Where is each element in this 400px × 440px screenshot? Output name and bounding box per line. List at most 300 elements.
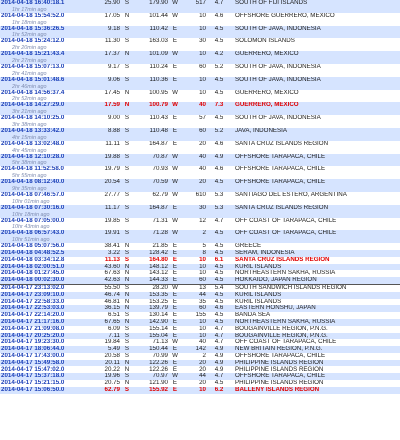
depth-value: 44 [181,373,207,380]
lat-hemisphere: N [121,90,133,97]
magnitude-value: 4.5 [207,90,231,97]
latitude-value: 67.65 [95,319,121,326]
region-name: PHILIPPINE ISLANDS REGION [231,366,400,373]
latitude-value: 9.06 [95,77,121,84]
lat-hemisphere: S [121,312,133,319]
latitude-value: 20.11 [95,360,121,367]
lon-hemisphere: W [169,192,181,199]
longitude-value: 121.90 [133,380,169,387]
longitude-value: 110.43 [133,115,169,122]
lon-hemisphere: E [169,305,181,312]
lon-hemisphere: E [169,115,181,122]
lat-hemisphere: S [121,250,133,257]
magnitude-value: 4.5 [207,319,231,326]
time-ago-text: 3hr 21min ago [0,109,400,115]
lat-hemisphere: S [121,192,133,199]
lon-hemisphere: W [169,13,181,20]
depth-value: 8 [181,250,207,257]
latitude-value: 9.18 [95,26,121,33]
lat-hemisphere: S [121,333,133,340]
earthquake-row[interactable] [0,305,400,312]
time-ago-text: 9hr 35min ago [0,186,400,192]
depth-value: 10 [181,326,207,333]
lon-hemisphere: W [169,154,181,161]
magnitude-value: 5.2 [207,64,231,71]
lon-hemisphere: E [169,319,181,326]
latitude-value: 25.90 [95,0,121,7]
time-ago-text: 1hr 52min ago [0,32,400,38]
longitude-value: 179.90 [133,0,169,7]
lon-hemisphere: W [169,285,181,292]
magnitude-value: 4.7 [207,333,231,340]
latitude-value: 46.81 [95,299,121,306]
earthquake-row[interactable] [0,387,400,394]
event-datetime-link[interactable]: 2014-04-18 13:02:48.0 [0,141,95,148]
event-datetime-link[interactable]: 2014-04-18 07:30:16.0 [0,205,95,212]
longitude-value: 71.13 [133,339,169,346]
magnitude-value: 4.9 [207,346,231,353]
depth-value: 610 [181,192,207,199]
lat-hemisphere: S [121,77,133,84]
depth-value: 10 [181,270,207,277]
event-datetime-link[interactable]: 2014-04-18 08:12:40.0 [0,179,95,186]
latitude-value: 67.63 [95,270,121,277]
magnitude-value: 4.5 [207,312,231,319]
event-datetime-link[interactable]: 2014-04-18 07:46:57.0 [0,192,95,199]
event-datetime-link[interactable]: 2014-04-18 14:10:25.0 [0,115,95,122]
depth-value: 517 [181,0,207,7]
time-ago-text: 5hr 38min ago [0,160,400,166]
magnitude-value: 6.1 [207,257,231,264]
earthquake-row[interactable] [0,166,400,173]
depth-value: 20 [181,179,207,186]
earthquake-row[interactable] [0,230,400,237]
longitude-value: 110.48 [133,128,169,135]
lon-hemisphere: E [169,387,181,394]
longitude-value: 155.14 [133,326,169,333]
lon-hemisphere: E [169,360,181,367]
event-datetime-link[interactable]: 2014-04-18 03:34:12.8 [0,257,95,264]
magnitude-value: 4.6 [207,166,231,173]
longitude-value: 70.99 [133,353,169,360]
region-name: GUERRERO, MEXICO [231,51,400,58]
depth-value: 10 [181,90,207,97]
longitude-value: 130.14 [133,312,169,319]
magnitude-value: 5.4 [207,285,231,292]
depth-value: 60 [181,128,207,135]
event-datetime-link[interactable]: 2014-04-17 21:17:16.0 [0,319,95,326]
magnitude-value: 4.5 [207,77,231,84]
longitude-value: 128.42 [133,250,169,257]
earthquake-row[interactable] [0,13,400,20]
earthquake-row[interactable] [0,115,400,122]
latitude-value: 6.51 [95,312,121,319]
magnitude-value: 4.5 [207,299,231,306]
earthquake-row[interactable] [0,90,400,97]
latitude-value: 55.50 [95,285,121,292]
latitude-value: 9.17 [95,64,121,71]
lat-hemisphere: S [121,141,133,148]
event-datetime-link[interactable]: 2014-04-17 21:09:08.0 [0,326,95,333]
region-name: OFFSHORE TARAPACA, CHILE [231,353,400,360]
region-name: OFFSHORE TARAPACA, CHILE [231,179,400,186]
event-datetime-link[interactable]: 2014-04-18 06:57:43.0 [0,230,95,237]
depth-value: 20 [181,366,207,373]
latitude-value: 6.09 [95,326,121,333]
lon-hemisphere: W [169,51,181,58]
region-name: BANDA SEA [231,312,400,319]
lon-hemisphere: E [169,64,181,71]
time-ago-text: 1hr 18min ago [0,20,400,26]
longitude-value: 71.31 [133,218,169,225]
lat-hemisphere: S [121,257,133,264]
lon-hemisphere: E [169,38,181,45]
lon-hemisphere: W [169,230,181,237]
event-datetime-link[interactable]: 2014-04-18 15:54:52.0 [0,13,95,20]
time-ago-text: 3hr 38min ago [0,122,400,128]
region-name: KURIL ISLANDS [231,292,400,299]
longitude-value: 110.42 [133,26,169,33]
earthquake-row[interactable] [0,64,400,71]
region-name: JAVA, INDONESIA [231,128,400,135]
lat-hemisphere: N [121,277,133,284]
time-ago-text: 2hr 46min ago [0,84,400,90]
latitude-value: 62.79 [95,387,121,394]
magnitude-value: 4.5 [207,264,231,271]
region-name: GUERRERO, MEXICO [231,90,400,97]
magnitude-value: 4.9 [207,366,231,373]
event-datetime-link[interactable]: 2014-04-18 05:07:56.0 [0,243,95,250]
region-name: KURIL ISLANDS [231,264,400,271]
lat-hemisphere: N [121,292,133,299]
lat-hemisphere: S [121,373,133,380]
earthquake-row[interactable] [0,319,400,326]
event-datetime-link[interactable]: 2014-04-17 22:14:20.0 [0,312,95,319]
region-name: OFF COAST OF TARAPACA, CHILE [231,339,400,346]
magnitude-value: 4.5 [207,380,231,387]
event-datetime-link[interactable]: 2014-04-17 23:13:02.0 [0,285,95,292]
depth-value: 2 [181,230,207,237]
lat-hemisphere: N [121,299,133,306]
event-datetime-link[interactable]: 2014-04-18 04:48:52.5 [0,250,95,257]
longitude-value: 62.79 [133,192,169,199]
earthquake-row[interactable] [0,277,400,284]
depth-value: 60 [181,64,207,71]
region-name: NORTHEASTERN SAKHA, RUSSIA [231,270,400,277]
earthquake-row[interactable] [0,339,400,346]
earthquake-row[interactable] [0,128,400,135]
event-datetime-link[interactable]: 2014-04-17 15:06:50.0 [0,387,95,394]
longitude-value: 70.93 [133,166,169,173]
magnitude-value: 4.9 [207,154,231,161]
earthquake-row[interactable] [0,0,400,7]
earthquake-row[interactable] [0,333,400,340]
magnitude-value: 4.7 [207,373,231,380]
lat-hemisphere: N [121,305,133,312]
depth-value: 2 [181,353,207,360]
lat-hemisphere: N [121,360,133,367]
latitude-value: 20.22 [95,366,121,373]
depth-value: 44 [181,292,207,299]
region-name: SOUTH OF JAVA, INDONESIA [231,115,400,122]
latitude-value: 38.41 [95,243,121,250]
longitude-value: 21.85 [133,243,169,250]
event-datetime-link[interactable]: 2014-04-18 12:10:28.0 [0,154,95,161]
depth-value: 60 [181,305,207,312]
depth-value: 13 [181,285,207,292]
lon-hemisphere: W [169,0,181,7]
magnitude-value: 4.7 [207,218,231,225]
event-datetime-link[interactable]: 2014-04-17 15:47:02.0 [0,366,95,373]
longitude-value: 100.95 [133,90,169,97]
longitude-value: 70.97 [133,373,169,380]
depth-value: 10 [181,333,207,340]
magnitude-value: 4.5 [207,250,231,257]
lat-hemisphere: S [121,0,133,7]
earthquake-row[interactable] [0,380,400,387]
depth-value: 40 [181,102,207,109]
earthquake-row[interactable] [0,366,400,373]
magnitude-value: 4.9 [207,353,231,360]
depth-value: 10 [181,264,207,271]
lat-hemisphere: S [121,387,133,394]
event-datetime-link[interactable]: 2014-04-17 19:23:30.0 [0,339,95,346]
longitude-value: 155.04 [133,333,169,340]
region-name: SOUTH OF FIJI ISLANDS [231,0,400,7]
latitude-value: 3.22 [95,250,121,257]
magnitude-value: 4.5 [207,277,231,284]
event-datetime-link[interactable]: 2014-04-18 15:24:12.0 [0,38,95,45]
latitude-value: 19.85 [95,218,121,225]
event-datetime-link[interactable]: 2014-04-17 17:43:00.0 [0,353,95,360]
event-datetime-link[interactable]: 2014-04-17 22:53:03.0 [0,305,95,312]
magnitude-value: 4.6 [207,141,231,148]
region-name: OFFSHORE TARAPACA, CHILE [231,373,400,380]
lat-hemisphere: S [121,64,133,71]
earthquake-row[interactable] [0,257,400,264]
lon-hemisphere: E [169,366,181,373]
lat-hemisphere: N [121,270,133,277]
time-ago-text: 10hr 18min ago [0,212,400,218]
lon-hemisphere: W [169,373,181,380]
time-ago-text: 2hr 20min ago [0,45,400,51]
earthquake-row[interactable] [0,154,400,161]
event-datetime-link[interactable]: 2014-04-18 16:40:18.1 [0,0,95,7]
time-ago-text: 2hr 52min ago [0,96,400,102]
earthquake-row[interactable] [0,192,400,199]
magnitude-value: 5.2 [207,128,231,135]
depth-value: 10 [181,13,207,20]
earthquake-row[interactable] [0,270,400,277]
magnitude-value: 4.7 [207,0,231,7]
earthquake-row[interactable] [0,205,400,212]
longitude-value: 28.20 [133,285,169,292]
earthquake-row[interactable] [0,326,400,333]
longitude-value: 70.59 [133,179,169,186]
latitude-value: 46.74 [95,292,121,299]
latitude-value: 43.60 [95,264,121,271]
earthquake-row[interactable] [0,26,400,33]
earthquake-row[interactable] [0,51,400,58]
region-name: SOUTH OF JAVA, INDONESIA [231,64,400,71]
earthquake-row[interactable] [0,218,400,225]
lon-hemisphere: E [169,277,181,284]
lon-hemisphere: E [169,270,181,277]
event-datetime-link[interactable]: 2014-04-18 11:52:58.0 [0,166,95,173]
lat-hemisphere: S [121,115,133,122]
lat-hemisphere: S [121,230,133,237]
lat-hemisphere: S [121,285,133,292]
longitude-value: 164.87 [133,205,169,212]
depth-value: 40 [181,166,207,173]
latitude-value: 11.30 [95,38,121,45]
lon-hemisphere: E [169,346,181,353]
longitude-value: 163.03 [133,38,169,45]
time-ago-text: 2hr 41min ago [0,71,400,77]
region-name: PHILIPPINE ISLANDS REGION [231,380,400,387]
earthquake-row[interactable] [0,102,400,109]
magnitude-value: 4.5 [207,26,231,33]
depth-value: 12 [181,218,207,225]
lon-hemisphere: E [169,128,181,135]
earthquake-row[interactable] [0,243,400,250]
magnitude-value: 4.6 [207,305,231,312]
event-datetime-link[interactable]: 2014-04-17 15:21:15.0 [0,380,95,387]
event-datetime-link[interactable]: 2014-04-17 15:37:18.0 [0,373,95,380]
latitude-value: 19.88 [95,154,121,161]
longitude-value: 110.24 [133,64,169,71]
latitude-value: 20.58 [95,353,121,360]
earthquake-row[interactable] [0,292,400,299]
latitude-value: 19.96 [95,373,121,380]
earthquake-row[interactable] [0,346,400,353]
event-datetime-link[interactable]: 2014-04-18 01:27:45.0 [0,270,95,277]
depth-value: 155 [181,312,207,319]
region-name: SANTA CRUZ ISLANDS REGION [231,205,400,212]
magnitude-value: 4.7 [207,326,231,333]
depth-value: 30 [181,38,207,45]
event-datetime-link[interactable]: 2014-04-18 07:05:00.0 [0,218,95,225]
event-datetime-link[interactable]: 2014-04-18 14:27:29.0 [0,102,95,109]
region-name: BOUGAINVILLE REGION, P.N.G. [231,326,400,333]
magnitude-value: 4.5 [207,243,231,250]
lat-hemisphere: N [121,243,133,250]
event-datetime-link[interactable]: 2014-04-17 20:25:20.0 [0,333,95,340]
earthquake-row[interactable] [0,285,400,292]
event-datetime-link[interactable]: 2014-04-17 15:49:58.0 [0,360,95,367]
depth-value: 10 [181,257,207,264]
earthquake-row[interactable] [0,373,400,380]
longitude-value: 153.25 [133,299,169,306]
lat-hemisphere: N [121,380,133,387]
lon-hemisphere: W [169,179,181,186]
latitude-value: 11.11 [95,141,121,148]
event-datetime-link[interactable]: 2014-04-18 15:36:26.5 [0,26,95,33]
earthquake-row[interactable] [0,179,400,186]
depth-value: 30 [181,205,207,212]
depth-value: 5 [181,243,207,250]
latitude-value: 5.49 [95,346,121,353]
depth-value: 60 [181,277,207,284]
region-name: SOUTH SANDWICH ISLANDS REGION [231,285,400,292]
event-datetime-link[interactable]: 2014-04-18 15:07:13.0 [0,64,95,71]
event-datetime-link[interactable]: 2014-04-17 18:06:44.0 [0,346,95,353]
event-datetime-link[interactable]: 2014-04-18 15:21:43.4 [0,51,95,58]
earthquake-row[interactable] [0,38,400,45]
earthquake-row[interactable] [0,353,400,360]
longitude-value: 122.26 [133,360,169,367]
depth-value: 57 [181,115,207,122]
depth-value: 10 [181,77,207,84]
event-datetime-link[interactable]: 2014-04-18 02:00:51.0 [0,264,95,271]
magnitude-value: 4.5 [207,115,231,122]
longitude-value: 70.87 [133,154,169,161]
longitude-value: 150.44 [133,346,169,353]
earthquake-row[interactable] [0,360,400,367]
region-name: OFFSHORE TARAPACA, CHILE [231,154,400,161]
event-datetime-link[interactable]: 2014-04-17 23:09:10.0 [0,292,95,299]
event-datetime-link[interactable]: 2014-04-18 00:02:30.0 [0,277,95,284]
latitude-value: 17.05 [95,13,121,20]
earthquake-row[interactable] [0,299,400,306]
lon-hemisphere: W [169,90,181,97]
time-ago-text: 4hr 45min ago [0,148,400,154]
earthquake-row[interactable] [0,141,400,148]
region-name: SOLOMON ISLANDS [231,38,400,45]
latitude-value: 17.45 [95,90,121,97]
depth-value: 142 [181,346,207,353]
event-datetime-link[interactable]: 2014-04-18 13:33:42.0 [0,128,95,135]
event-datetime-link[interactable]: 2014-04-17 22:58:33.0 [0,299,95,306]
lon-hemisphere: W [169,218,181,225]
longitude-value: 100.79 [133,102,169,109]
latitude-value: 17.59 [95,102,121,109]
event-datetime-link[interactable]: 2014-04-18 14:56:37.4 [0,90,95,97]
earthquake-row[interactable] [0,77,400,84]
depth-value: 10 [181,26,207,33]
time-ago-text: 4hr 15min ago [0,135,400,141]
longitude-value: 142.90 [133,319,169,326]
latitude-value: 36.15 [95,305,121,312]
region-name: BALLENY ISLANDS REGION [231,387,400,394]
latitude-value: 17.37 [95,51,121,58]
earthquake-row[interactable] [0,250,400,257]
depth-value: 40 [181,154,207,161]
depth-value: 20 [181,141,207,148]
lat-hemisphere: N [121,319,133,326]
lon-hemisphere: E [169,333,181,340]
latitude-value: 20.54 [95,179,121,186]
lon-hemisphere: E [169,380,181,387]
latitude-value: 8.88 [95,128,121,135]
magnitude-value: 4.5 [207,230,231,237]
earthquake-row[interactable] [0,312,400,319]
latitude-value: 7.11 [95,333,121,340]
longitude-value: 153.35 [133,292,169,299]
longitude-value: 122.26 [133,366,169,373]
lon-hemisphere: E [169,292,181,299]
lat-hemisphere: S [121,38,133,45]
lat-hemisphere: S [121,205,133,212]
lat-hemisphere: N [121,13,133,20]
magnitude-value: 4.5 [207,292,231,299]
region-name: OFF COAST OF TARAPACA, CHILE [231,218,400,225]
lon-hemisphere: W [169,339,181,346]
depth-value: 20 [181,380,207,387]
earthquake-row[interactable] [0,264,400,271]
event-datetime-link[interactable]: 2014-04-18 15:01:48.6 [0,77,95,84]
lon-hemisphere: E [169,77,181,84]
